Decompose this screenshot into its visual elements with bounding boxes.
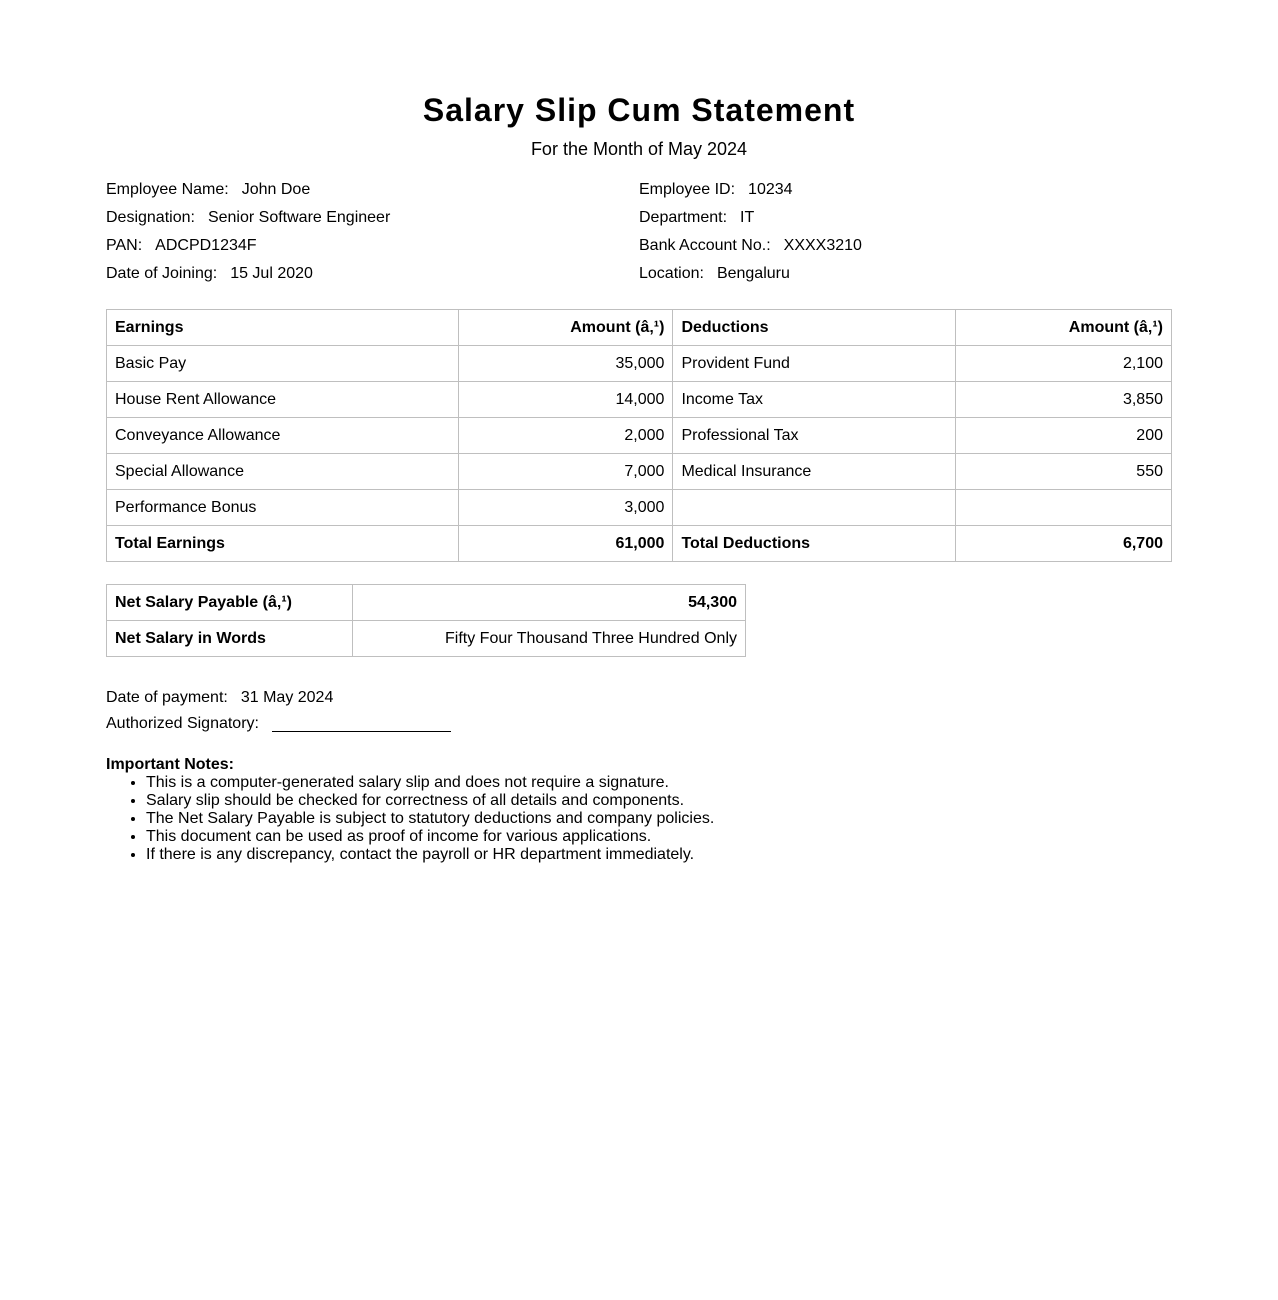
total-deductions-label: Total Deductions <box>673 526 956 562</box>
payment-info <box>106 688 1172 734</box>
earning-amount: 3,000 <box>458 490 673 526</box>
earning-amount: 14,000 <box>458 382 673 418</box>
deduction-amount: 200 <box>956 418 1172 454</box>
earning-name: Performance Bonus <box>107 490 459 526</box>
net-words-value: Fifty Four Thousand Three Hundred Only <box>352 621 745 657</box>
page-subtitle: For the Month of May 2024 <box>530 139 748 159</box>
signatory-label: Authorized Signatory: <box>106 715 259 732</box>
net-salary-table <box>106 584 746 657</box>
deduction-amount: 2,100 <box>956 346 1172 382</box>
deduction-name: Professional Tax <box>673 418 956 454</box>
deductions-amount-header: Amount (â‚¹) <box>956 310 1172 346</box>
pan-row <box>106 236 639 256</box>
notes-heading: Important Notes: <box>106 756 234 773</box>
notes-list <box>106 774 1172 864</box>
designation-row <box>106 208 639 228</box>
list-item: • This is a computer-generated salary slip and does not require a signature. <box>146 774 1172 792</box>
date-of-joining-value: 15 Jul 2020 <box>230 265 313 282</box>
location-label: Location: <box>639 265 704 282</box>
department-row <box>639 208 1172 228</box>
deductions-header: Deductions <box>673 310 956 346</box>
employee-info <box>106 180 1172 284</box>
table-row <box>107 418 1172 454</box>
net-words-label: Net Salary in Words <box>107 621 353 657</box>
designation-value: Senior Software Engineer <box>207 209 391 226</box>
net-words-row <box>107 621 746 657</box>
total-earnings-label: Total Earnings <box>107 526 459 562</box>
signature-line <box>272 715 451 732</box>
earning-amount: 7,000 <box>458 454 673 490</box>
earning-amount: 35,000 <box>458 346 673 382</box>
department-label: Department: <box>639 209 728 226</box>
payment-date-value: 31 May 2024 <box>240 689 334 706</box>
bank-account-row <box>639 236 1172 256</box>
employee-name-label: Employee Name: <box>106 181 229 198</box>
deduction-amount: 550 <box>956 454 1172 490</box>
earning-name: House Rent Allowance <box>107 382 459 418</box>
earning-name: Special Allowance <box>107 454 459 490</box>
list-item: • Salary slip should be checked for correctness of all details and components. <box>146 792 1172 810</box>
deduction-name: Income Tax <box>673 382 956 418</box>
pan-label: PAN: <box>106 237 143 254</box>
payment-date-label: Date of payment: <box>106 689 228 706</box>
designation-label: Designation: <box>106 209 195 226</box>
earnings-header: Earnings <box>107 310 459 346</box>
list-item: • If there is any discrepancy, contact the payroll or HR department immediately. <box>146 846 1172 864</box>
table-row <box>107 382 1172 418</box>
payment-date-row <box>106 688 1172 708</box>
location-row <box>639 264 1172 284</box>
date-of-joining-label: Date of Joining: <box>106 265 218 282</box>
date-of-joining-row <box>106 264 639 284</box>
earning-amount: 2,000 <box>458 418 673 454</box>
earning-name: Basic Pay <box>107 346 459 382</box>
table-row <box>107 346 1172 382</box>
important-notes <box>106 756 1172 864</box>
employee-id-value: 10234 <box>748 181 793 198</box>
employee-id-label: Employee ID: <box>639 181 736 198</box>
earning-name: Conveyance Allowance <box>107 418 459 454</box>
earnings-amount-header: Amount (â‚¹) <box>458 310 673 346</box>
bank-account-label: Bank Account No.: <box>639 237 771 254</box>
net-payable-label: Net Salary Payable (â‚¹) <box>107 585 353 621</box>
deduction-amount: 3,850 <box>956 382 1172 418</box>
net-payable-row <box>107 585 746 621</box>
deduction-name <box>673 490 956 526</box>
total-earnings-value: 61,000 <box>458 526 673 562</box>
page-title: Salary Slip Cum Statement <box>422 92 856 128</box>
list-item: • The Net Salary Payable is subject to statutory deductions and company policies. <box>146 810 1172 828</box>
deduction-name: Provident Fund <box>673 346 956 382</box>
department-value: IT <box>740 209 755 226</box>
table-header-row <box>107 310 1172 346</box>
pan-value: ADCPD1234F <box>155 237 257 254</box>
deduction-name: Medical Insurance <box>673 454 956 490</box>
table-row <box>107 454 1172 490</box>
total-deductions-value: 6,700 <box>956 526 1172 562</box>
earnings-deductions-table <box>106 309 1172 562</box>
list-item: • This document can be used as proof of income for various applications. <box>146 828 1172 846</box>
bank-account-value: XXXX3210 <box>783 237 862 254</box>
net-payable-value: 54,300 <box>352 585 745 621</box>
totals-row <box>107 526 1172 562</box>
employee-id-row <box>639 180 1172 200</box>
employee-name-value: John Doe <box>241 181 311 198</box>
location-value: Bengaluru <box>716 265 790 282</box>
employee-name-row <box>106 180 639 200</box>
table-row <box>107 490 1172 526</box>
signatory-row <box>106 714 1172 734</box>
deduction-amount <box>956 490 1172 526</box>
